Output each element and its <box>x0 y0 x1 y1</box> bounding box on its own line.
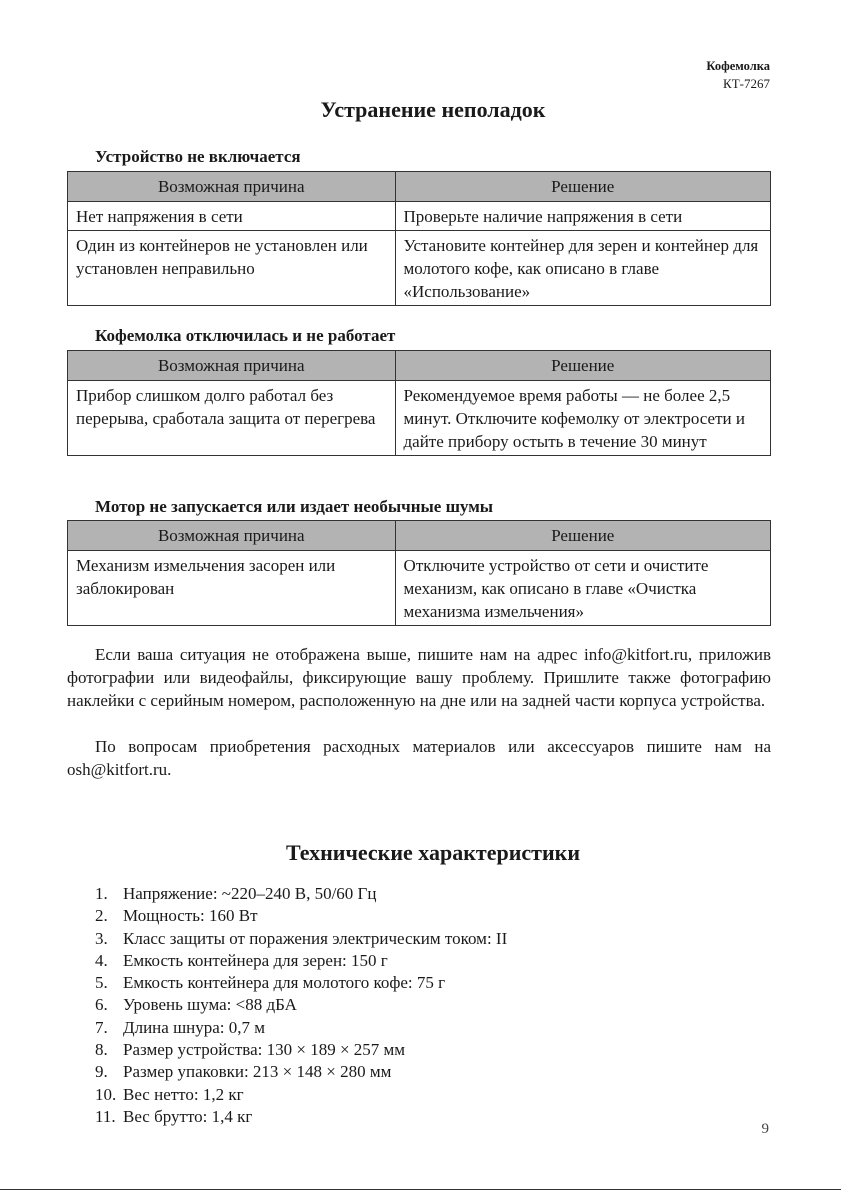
list-item: 8. Размер устройства: 130 × 189 × 257 мм <box>95 1040 406 1060</box>
solution-cell: Отключите устройство от сети и очистите механизм, как описано в главе «Очистка механизма измельчения» <box>395 551 770 626</box>
solution-cell: Установите контейнер для зерен и контейнер для молотого кофе, как описано в главе «Использование» <box>395 231 771 306</box>
list-item: 9. Размер упаковки: 213 × 148 × 280 мм <box>95 1062 392 1082</box>
table-row <box>68 381 771 456</box>
list-item: 2. Мощность: 160 Вт <box>95 906 258 926</box>
contact-paragraph: Если ваша ситуация не отображена выше, пишите нам на адрес info@kitfort.ru, приложив фотографии или видеофайлы, фиксирующие вашу проблему. Пришлите также фотографию наклейки с серийным номером, расположенную на дне или на задней части корпуса устройства. <box>67 645 771 710</box>
section-heading-shutdown: Кофемолка отключилась и не работает <box>95 326 396 345</box>
list-item: 4. Емкость контейнера для зерен: 150 г <box>95 950 388 970</box>
table-row <box>68 202 771 231</box>
list-item: 7. Длина шнура: 0,7 м <box>95 1017 266 1037</box>
page-number: 9 <box>761 1121 769 1137</box>
accessories-paragraph: По вопросам приобретения расходных материалов или аксессуаров пишите нам на osh@kitfort.ru. <box>67 737 771 779</box>
page-header <box>706 58 770 92</box>
table-header-row <box>68 351 771 381</box>
troubleshooting-table-shutdown <box>67 350 771 456</box>
troubleshooting-title: Устранение неполадок <box>320 97 546 122</box>
column-header-cause: Возможная причина <box>68 172 396 202</box>
solution-cell: Проверьте наличие напряжения в сети <box>395 202 771 231</box>
troubleshooting-table-no-power <box>67 171 771 306</box>
list-item: 3. Класс защиты от поражения электрическим током: II <box>95 928 508 948</box>
table-row <box>68 551 771 626</box>
section-heading-motor: Мотор не запускается или издает необычные шумы <box>95 497 494 516</box>
table-header-row <box>68 172 771 202</box>
solution-cell: Рекомендуемое время работы — не более 2,5 минут. Отключите кофемолку от электросети и дайте прибору остыть в течение 30 минут <box>395 381 770 456</box>
column-header-solution: Решение <box>395 351 770 381</box>
specs-list <box>95 883 507 1128</box>
bottom-divider <box>0 1189 841 1190</box>
list-item: 6. Уровень шума: <88 дБА <box>95 995 297 1015</box>
specs-title: Технические характеристики <box>285 840 581 865</box>
section-heading-no-power: Устройство не включается <box>95 147 301 166</box>
list-item: 1. Напряжение: ~220–240 В, 50/60 Гц <box>95 884 377 903</box>
troubleshooting-table-motor <box>67 520 771 626</box>
column-header-cause: Возможная причина <box>68 521 396 551</box>
table-header-row <box>68 521 771 551</box>
cause-cell: Один из контейнеров не установлен или установлен неправильно <box>68 231 396 306</box>
cause-cell: Прибор слишком долго работал без перерыва, сработала защита от перегрева <box>68 381 396 456</box>
column-header-cause: Возможная причина <box>68 351 396 381</box>
list-item: 10. Вес нетто: 1,2 кг <box>95 1084 244 1104</box>
table-row <box>68 231 771 306</box>
column-header-solution: Решение <box>395 172 771 202</box>
cause-cell: Нет напряжения в сети <box>68 202 396 231</box>
list-item: 5. Емкость контейнера для молотого кофе: 75 г <box>95 973 446 993</box>
column-header-solution: Решение <box>395 521 770 551</box>
product-name: Кофемолка <box>706 59 770 73</box>
model-number: КТ-7267 <box>723 76 770 91</box>
cause-cell: Механизм измельчения засорен или заблокирован <box>68 551 396 626</box>
list-item: 11. Вес брутто: 1,4 кг <box>95 1106 253 1126</box>
